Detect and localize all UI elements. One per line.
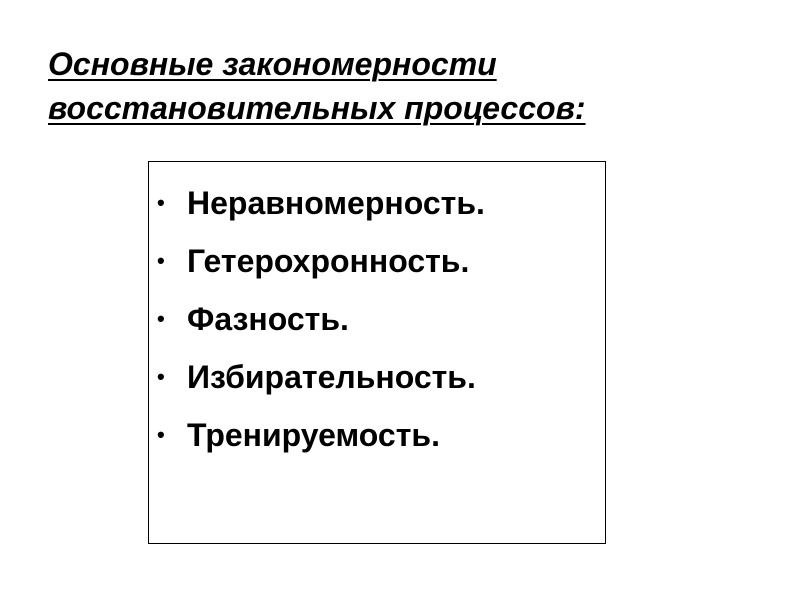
bullet-icon: • bbox=[157, 190, 165, 215]
list-item-text: Фазность. bbox=[187, 300, 349, 337]
bullet-icon: • bbox=[157, 364, 165, 389]
bullet-list bbox=[157, 174, 485, 464]
title-line-2: восстановительных процессов: bbox=[48, 90, 586, 126]
list-item-text: Гетерохронность. bbox=[187, 242, 470, 279]
list-item-text: Избирательность. bbox=[187, 358, 476, 395]
title-line-1: Основные закономерности bbox=[48, 46, 497, 82]
list-item-text: Неравномерность. bbox=[187, 184, 485, 221]
content-box bbox=[148, 161, 606, 544]
list-item bbox=[157, 406, 485, 464]
list-item-text: Тренируемость. bbox=[187, 416, 440, 453]
list-item bbox=[157, 232, 485, 290]
list-item bbox=[157, 348, 485, 406]
slide-title bbox=[48, 42, 768, 130]
bullet-icon: • bbox=[157, 248, 165, 273]
list-item bbox=[157, 174, 485, 232]
list-item bbox=[157, 290, 485, 348]
bullet-icon: • bbox=[157, 422, 165, 447]
bullet-icon: • bbox=[157, 306, 165, 331]
